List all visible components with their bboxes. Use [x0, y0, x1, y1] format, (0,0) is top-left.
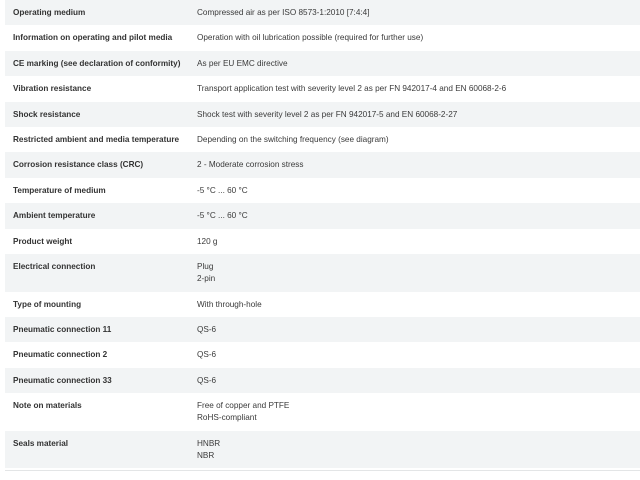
- spec-value-line: 120 g: [197, 236, 218, 246]
- spec-value-line: QS-6: [197, 350, 217, 360]
- spec-value-line: Compressed air as per ISO 8573-1:2010 [7:4:4]: [197, 8, 370, 17]
- spec-value: [197, 76, 640, 95]
- spec-row-vibration-resistance: [5, 76, 640, 101]
- spec-row-restricted-temperature: [5, 127, 640, 152]
- spec-value: [197, 102, 640, 121]
- spec-row-pneumatic-connection-2: [5, 342, 640, 367]
- spec-value: [197, 203, 640, 222]
- spec-label: Seals material: [13, 438, 69, 448]
- spec-row-operating-medium: [5, 0, 640, 25]
- spec-value: [197, 127, 640, 146]
- spec-row-ce-marking: [5, 51, 640, 76]
- spec-label: Operating medium: [13, 8, 86, 17]
- spec-value: [197, 178, 640, 197]
- spec-value-line: RoHS-compliant: [197, 413, 257, 423]
- spec-row-operating-pilot-media: [5, 25, 640, 50]
- spec-value-line: Depending on the switching frequency (see diagram): [197, 134, 389, 144]
- spec-label: Pneumatic connection 11: [13, 324, 112, 334]
- spec-value: [197, 0, 640, 19]
- spec-row-medium-temperature: [5, 178, 640, 203]
- spec-label: Corrosion resistance class (CRC): [13, 160, 144, 170]
- spec-row-type-of-mounting: [5, 292, 640, 317]
- spec-value: [197, 393, 640, 424]
- spec-value-line: With through-hole: [197, 299, 262, 309]
- spec-value: [197, 292, 640, 311]
- spec-label: Pneumatic connection 33: [13, 375, 112, 385]
- spec-value: [197, 254, 640, 285]
- spec-label: Ambient temperature: [13, 211, 96, 221]
- spec-value: [197, 229, 640, 248]
- spec-label: Product weight: [13, 236, 73, 246]
- spec-value-line: -5 °C ... 60 °C: [197, 185, 248, 195]
- spec-row-electrical-connection: [5, 254, 640, 292]
- spec-label: Type of mounting: [13, 299, 82, 309]
- spec-value: [197, 152, 640, 171]
- spec-label: CE marking (see declaration of conformity): [13, 58, 181, 68]
- spec-value-line: -5 °C ... 60 °C: [197, 211, 248, 221]
- table-divider: [5, 470, 640, 471]
- spec-value-line: Free of copper and PTFE: [197, 401, 290, 411]
- spec-value-line: As per EU EMC directive: [197, 58, 288, 68]
- spec-value: [197, 368, 640, 387]
- spec-label: Pneumatic connection 2: [13, 350, 108, 360]
- spec-value: [197, 25, 640, 44]
- spec-value: [197, 431, 640, 462]
- spec-value-line: Plug: [197, 261, 214, 271]
- spec-value-line: NBR: [197, 450, 215, 460]
- spec-label: Shock resistance: [13, 109, 81, 119]
- spec-value-line: Shock test with severity level 2 as per FN 942017-5 and EN 60068-2-27: [197, 109, 458, 119]
- spec-value-line: 2 - Moderate corrosion stress: [197, 160, 304, 170]
- spec-label: Note on materials: [13, 401, 82, 411]
- spec-value-line: 2-pin: [197, 274, 216, 284]
- spec-label: Restricted ambient and media temperature: [13, 134, 180, 144]
- spec-value-line: Transport application test with severity level 2 as per FN 942017-4 and EN 60068-2-6: [197, 84, 507, 94]
- spec-label: Information on operating and pilot media: [13, 33, 173, 43]
- spec-value: [197, 342, 640, 361]
- spec-label: Vibration resistance: [13, 84, 92, 94]
- spec-row-seals-material: [5, 431, 640, 469]
- spec-row-pneumatic-connection-11: [5, 317, 640, 342]
- spec-row-note-on-materials: [5, 393, 640, 431]
- spec-label: Electrical connection: [13, 261, 96, 271]
- spec-row-shock-resistance: [5, 102, 640, 127]
- spec-value-line: HNBR: [197, 438, 221, 448]
- spec-value: [197, 51, 640, 70]
- spec-value-line: QS-6: [197, 375, 217, 385]
- spec-row-corrosion-resistance: [5, 152, 640, 177]
- spec-value: [197, 317, 640, 336]
- spec-row-product-weight: [5, 229, 640, 254]
- spec-label: Temperature of medium: [13, 185, 106, 195]
- specification-table: [5, 0, 640, 471]
- spec-value-line: Operation with oil lubrication possible (required for further use): [197, 33, 424, 43]
- spec-row-pneumatic-connection-33: [5, 368, 640, 393]
- spec-row-ambient-temperature: [5, 203, 640, 228]
- spec-value-line: QS-6: [197, 324, 217, 334]
